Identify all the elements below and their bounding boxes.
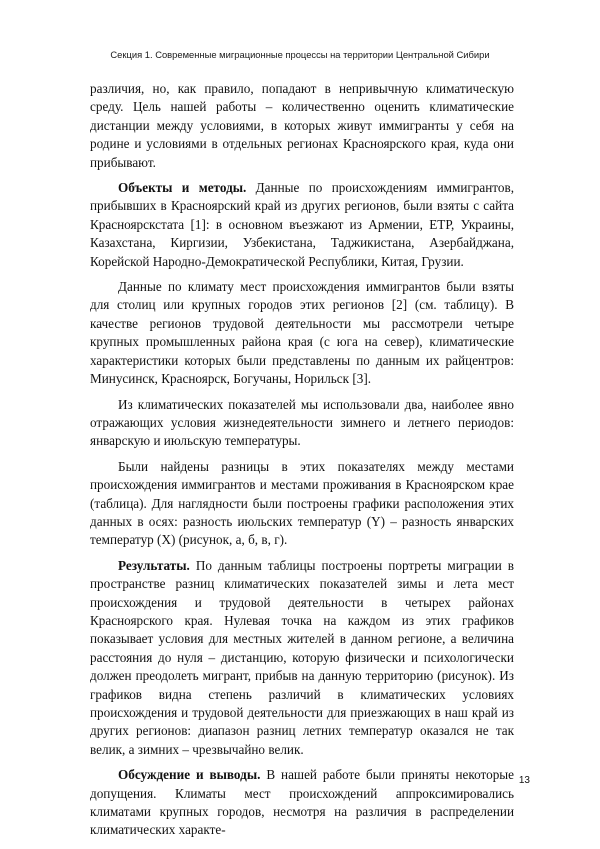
section-heading-results: Результаты. (118, 557, 190, 573)
article-body (90, 80, 514, 847)
running-header: Секция 1. Современные миграционные процессы на территории Центральной Сибири (110, 49, 490, 60)
paragraph-indicators: Из климатических показателей мы использовали два, наиболее явно отражающих условия жизнедеятельности зимнего и летнего периодов: январскую и июльскую температуры. (90, 396, 514, 449)
section-heading-discussion: Обсуждение и выводы. (118, 767, 261, 783)
paragraph-differences: Были найдены разницы в этих показателях между местами происхождения иммигрантов и местами проживания в Красноярском крае (таблица). Для наглядности были построены графики расположения этих данных в осях: разность июльских температур (Y) – разность январских температур (X) (рисунок, а, б, в, г). (90, 458, 514, 548)
paragraph-text: Данные по происхождениям иммигрантов, прибывших в Красноярский край из других регионов, были взяты с сайта Красноярскстата [1]: в основном въезжают из Армении, ЕТР, Украины, Казахстана, Киргизии, Узбекистана, Таджикистана, Азербайджана, Корейской Народно-Демократической Республики, Китая, Грузии. (90, 180, 514, 269)
paragraph-intro-continuation: различия, но, как правило, попадают в непривычную климатическую среду. Цель нашей работы – количественно оценить климатические дистанции между условиями, в которых живут иммигранты у себя на родине и условиями в отдельных регионах Красноярского края, куда они прибывают. (90, 81, 514, 170)
paragraph-text: По данным таблицы построены портреты миграции в пространстве разниц климатических показателей зимы и лета мест происхождения и трудовой деятельности в четырех районах Красноярского края. Нулевая точка на каждом из этих графиков показывает условия для местных жителей в данном регионе, а величина расстояния до нуля – дистанцию, которую физически и психологически должен преодолеть мигрант, прибыв на данную территорию (рисунок). Из графиков видна степень различий в климатических условиях происхождения и трудовой деятельности для приезжающих в наш край из других регионов: диапазон разниц летних температур оказался не так велик, а зимних – чрезвычайно велик. (90, 557, 514, 757)
page-number: 13 (518, 775, 530, 786)
paragraph-discussion (90, 766, 514, 840)
paragraph-text: В нашей работе были приняты некоторые допущения. Климаты мест происхождений аппроксимировались климатами крупных городов, несмотря на различия в распределении климатических характе- (90, 767, 514, 838)
paragraph-results (90, 557, 514, 759)
section-heading-objects-methods: Объекты и методы. (118, 180, 247, 196)
paragraph-objects-methods (90, 179, 514, 271)
paragraph-climate-data: Данные по климату мест происхождения иммигрантов были взяты для столиц или крупных городов этих регионов [2] (см. таблицу). В качестве регионов трудовой деятельности мы рассмотрели четыре крупных промышленных района края (с юга на север), климатические характеристики которых были представлены по данным их райцентров: Минусинск, Красноярск, Богучаны, Норильск [3]. (90, 279, 514, 387)
